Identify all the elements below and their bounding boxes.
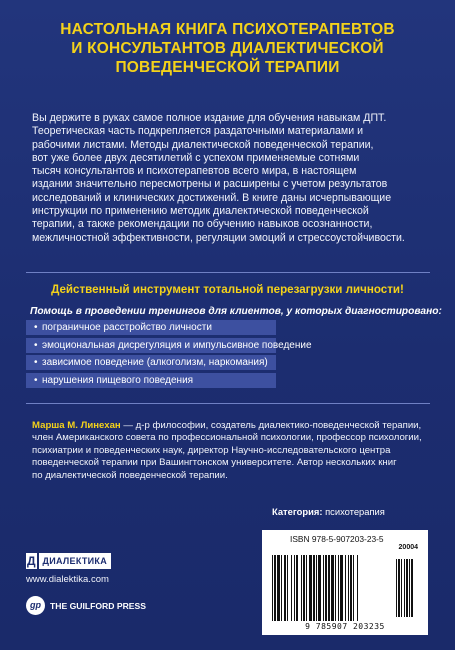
- author-line: по диалектической поведенческой терапии.: [32, 469, 228, 481]
- description-line: рабочими листами. Методы диалектической поведенческой терапии,: [32, 138, 374, 151]
- author-line: поведенческой терапии при Вашингтонском университете. Автор нескольких книг: [32, 457, 397, 469]
- guilford-mark-icon: gp: [26, 596, 45, 615]
- divider-top: [26, 272, 430, 273]
- list-item: [26, 373, 276, 388]
- description-text: [32, 112, 432, 245]
- publisher-website: www.dialektika.com: [26, 574, 109, 585]
- author-line: член Американского совета по профессиональной психологии, профессор психологии,: [32, 432, 422, 444]
- author-first-line: [32, 420, 432, 432]
- author-name: Марша М. Линехан: [32, 420, 121, 431]
- barcode-box: [262, 530, 428, 635]
- title-line: И КОНСУЛЬТАНТОВ ДИАЛЕКТИЧЕСКОЙ: [71, 40, 384, 57]
- title-line: ПОВЕДЕНЧЕСКОЙ ТЕРАПИИ: [115, 59, 340, 76]
- dialektika-name: ДИАЛЕКТИКА: [39, 553, 111, 569]
- author-bio: [32, 420, 432, 482]
- description-line: межличностной эффективности, регуляции эмоций и стрессоустойчивости.: [32, 231, 405, 244]
- title-line: НАСТОЛЬНАЯ КНИГА ПСИХОТЕРАПЕВТОВ: [60, 21, 395, 38]
- barcode-digits: 9 785907 203235: [305, 622, 385, 631]
- list-item-label: эмоциональная дисрегуляция и импульсивное поведение: [42, 339, 312, 351]
- list-item-label: пограничное расстройство личности: [42, 322, 212, 333]
- bullet-icon: •: [34, 339, 38, 351]
- bullet-icon: •: [34, 374, 38, 386]
- author-line-rest: — д-р философии, создатель диалектико-поведенческой терапии,: [120, 420, 422, 431]
- guilford-name: THE GUILFORD PRESS: [50, 600, 146, 611]
- description-line: вот уже более двух десятилетий с успехом применяемые сотнями: [32, 151, 360, 164]
- list-item: [26, 320, 276, 335]
- guilford-logo: [26, 596, 146, 615]
- barcode-addon: 20004: [398, 544, 418, 551]
- category: [272, 506, 385, 517]
- diagnosis-list: [26, 320, 312, 390]
- description-line: терапии, а также рекомендации по обучению навыков осознанности,: [32, 218, 373, 231]
- dialektika-mark-icon: Д: [26, 554, 36, 568]
- cover-title: [0, 20, 455, 77]
- description-line: издании значительно пересмотрены и расширены с учетом результатов: [32, 178, 388, 191]
- category-value: психотерапия: [325, 506, 385, 517]
- list-item: [26, 355, 276, 370]
- description-line: исследований и клинических достижений. В книге даны исчерпывающие: [32, 191, 392, 204]
- description-line: Вы держите в руках самое полное издание для обучения навыкам ДПТ.: [32, 112, 387, 124]
- list-item-label: нарушения пищевого поведения: [42, 374, 194, 386]
- description-line: тысяч консультантов и психотерапевтов всего мира, в настоящем: [32, 165, 357, 178]
- list-item: [26, 338, 312, 353]
- help-title: Помощь в проведении тренингов для клиентов, у которых диагностировано:: [30, 306, 442, 317]
- slogan: Действенный инструмент тотальной перезагрузки личности!: [51, 283, 404, 296]
- bullet-icon: •: [34, 357, 38, 368]
- list-item-label: зависимое поведение (алкоголизм, наркомания): [42, 357, 268, 368]
- barcode-icon: [270, 555, 420, 621]
- description-line: Теоретическая часть подкрепляется раздаточными материалами и: [32, 125, 363, 138]
- category-label: Категория:: [272, 506, 323, 517]
- dialektika-logo: [26, 553, 111, 569]
- isbn-text: ISBN 978-5-907203-23-5: [290, 534, 384, 544]
- bullet-icon: •: [34, 322, 38, 333]
- divider-bottom: [26, 403, 430, 404]
- author-line: психиатрии и поведенческих наук, директор Научно-исследовательского центра: [32, 444, 391, 456]
- description-line: инструкции по применению методик диалектической поведенческой: [32, 205, 369, 218]
